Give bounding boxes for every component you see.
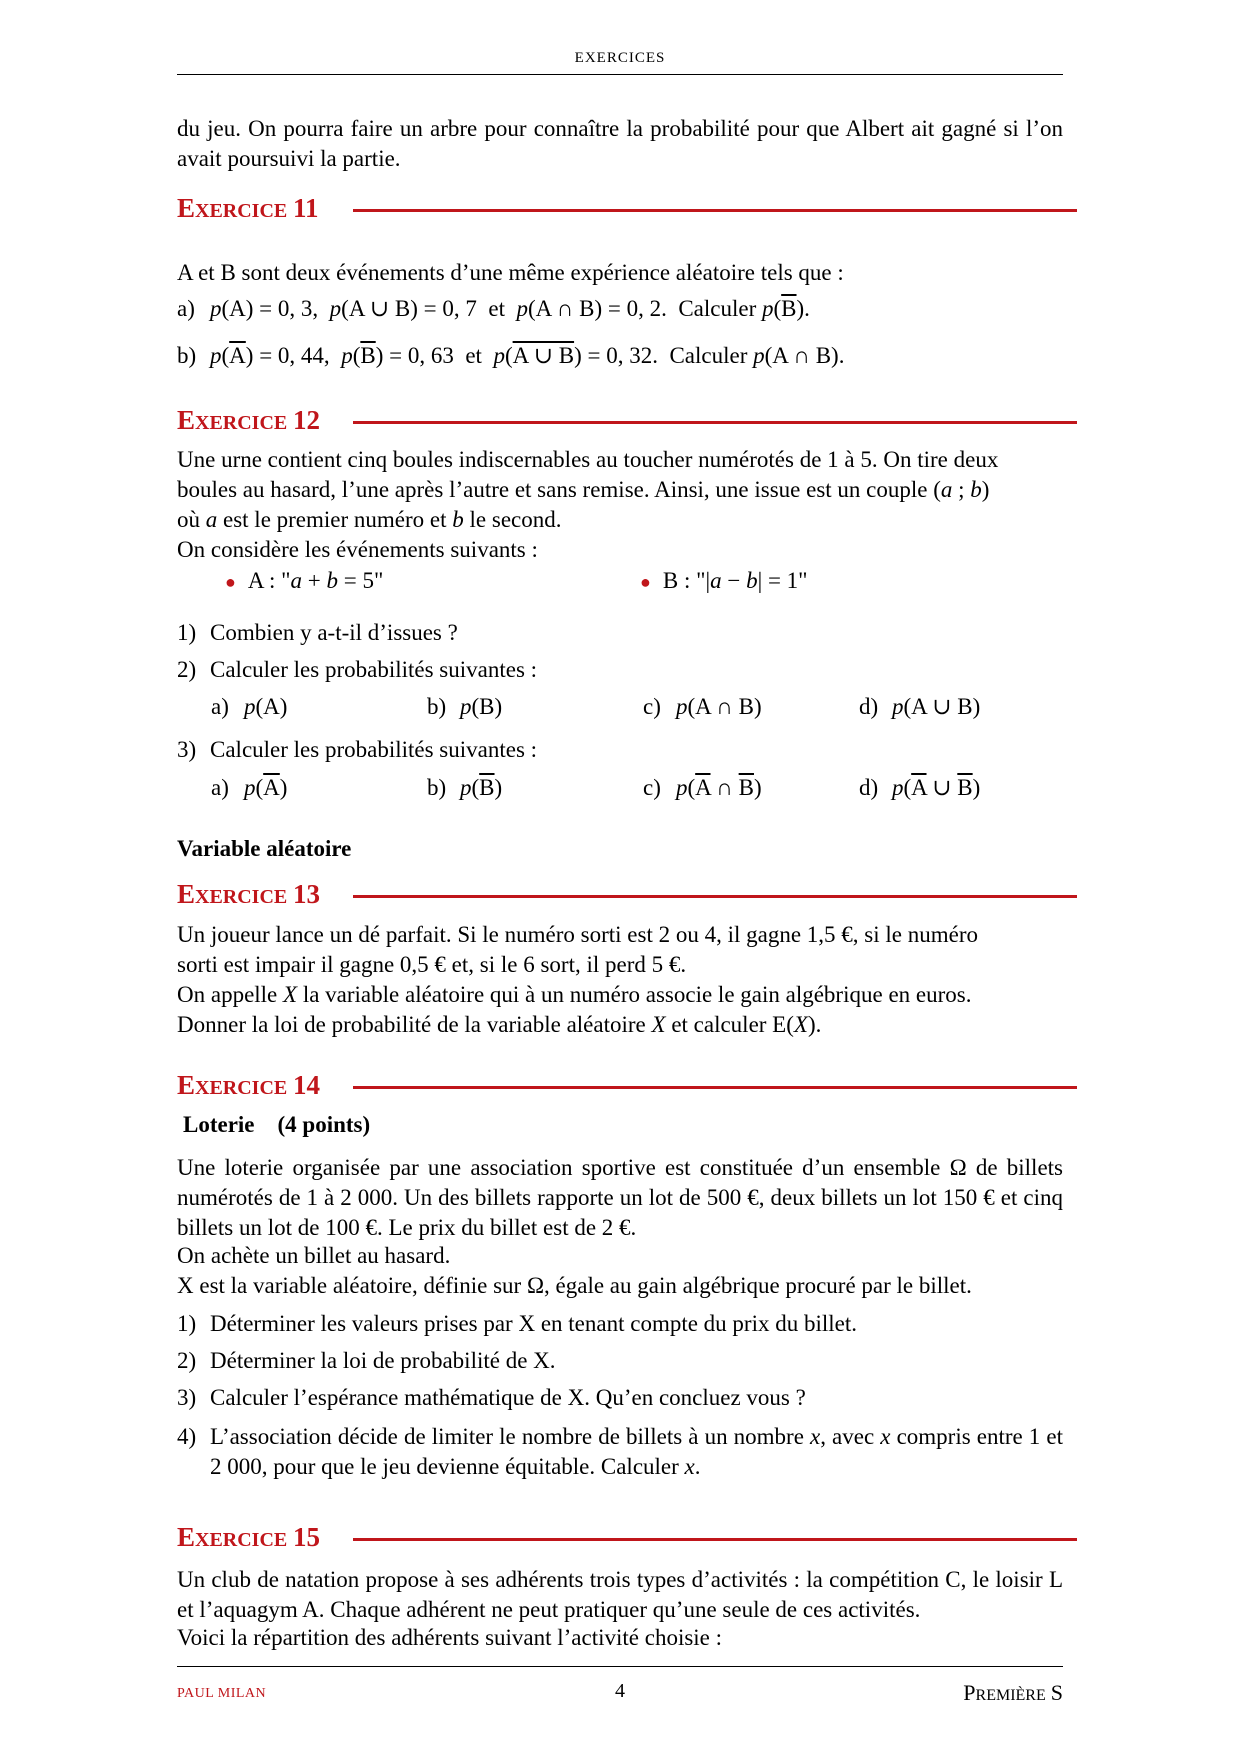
exercise-14-heading xyxy=(177,1070,1077,1104)
page-header: EXERCICES xyxy=(574,50,666,66)
exercise-12-line-1: Une urne contient cinq boules indiscernables au toucher numérotés de 1 à 5. On tire deux xyxy=(177,447,999,472)
exercise-11-question-a: a) p(A) = 0, 3, p(A ∪ B) = 0, 7 et p(A ∩ B) = 0, 2. Calculer $p(\overline{B})$. xyxy=(177,296,810,321)
exercise-12-q2-c: c) p(A ∩ B) xyxy=(643,694,762,719)
header-rule xyxy=(177,74,1063,75)
exercise-12-heading xyxy=(177,405,1077,439)
exercise-12-line-3: où a est le premier numéro et b le second. xyxy=(177,507,562,532)
exercise-14-q1: 1) Déterminer les valeurs prises par X en tenant compte du prix du billet. xyxy=(177,1311,857,1336)
exercise-14-q3: 3) Calculer l’espérance mathématique de X. Qu’en concluez vous ? xyxy=(177,1385,806,1410)
exercise-12-q2-b: b) p(B) xyxy=(427,694,503,719)
exercise-12-q3-c: c) $p(\overline{A}$ ∩ $\overline{B}$) xyxy=(643,775,762,800)
exercise-14-paragraph-2: On achète un billet au hasard. xyxy=(177,1243,451,1268)
exercise-11-question-b: b) $p(\overline{A}) = 0$, 44, $p(\overline{B}) = 0$, 63 et p(A ∪ B) = 0, 32. Calculer p(A ∩ B). xyxy=(177,343,845,368)
exercise-12-line-4: On considère les événements suivants : xyxy=(177,537,538,562)
exercise-11-title: EXERCICE 11 xyxy=(177,193,319,223)
exercise-12-q2-d: d) p(A ∪ B) xyxy=(859,694,981,719)
exercise-13-rule xyxy=(353,895,1077,898)
footer-rule xyxy=(177,1666,1063,1667)
exercise-14-paragraph-1: Une loterie organisée par une association sportive est constituée d’un ensemble Ω de billets numérotés de 1 à 2 000. Un des billets rapporte un lot de 500 €, deux billets un lot 150 € et cinq billets un lot de 100 €. Le prix du billet est de 2 €. xyxy=(177,1155,1063,1240)
exercise-14-paragraph-3: X est la variable aléatoire, définie sur Ω, égale au gain algébrique procuré par le billet. xyxy=(177,1273,972,1298)
exercise-14-q2: 2) Déterminer la loi de probabilité de X. xyxy=(177,1348,556,1373)
exercise-13-line-4: Donner la loi de probabilité de la variable aléatoire X et calculer E(X). xyxy=(177,1012,822,1037)
intro-paragraph: du jeu. On pourra faire un arbre pour connaître la probabilité pour que Albert ait gagné si l’on avait poursuivi la partie. xyxy=(177,116,1063,171)
exercise-13-line-3: On appelle X la variable aléatoire qui à un numéro associe le gain algébrique en euros. xyxy=(177,982,972,1007)
exercise-12-title: EXERCICE 12 xyxy=(177,405,321,435)
exercise-12-q3-b: b) $p(\overline{B})$ xyxy=(427,775,503,800)
footer-class: PREMIÈRE S xyxy=(963,1680,1063,1705)
exercise-12-q3-a: a) $p(\overline{A})$ xyxy=(211,775,288,800)
exercise-15-title: EXERCICE 15 xyxy=(177,1522,321,1552)
exercise-12-q1: 1) Combien y a-t-il d’issues ? xyxy=(177,620,458,645)
exercise-12-q3-d: d) $p(\overline{A}$ ∪ $\overline{B}$) xyxy=(859,775,981,800)
section-title: Variable aléatoire xyxy=(177,836,352,861)
exercise-12-q2: 2) Calculer les probabilités suivantes : xyxy=(177,657,538,682)
bullet-icon: ● xyxy=(640,572,651,592)
exercise-11-heading xyxy=(177,193,1077,227)
exercise-12-q2-a: a) p(A) xyxy=(211,694,288,719)
exercise-13-line-1: Un joueur lance un dé parfait. Si le numéro sorti est 2 ou 4, il gagne 1,5 €, si le numéro xyxy=(177,922,978,947)
bullet-icon: ● xyxy=(225,572,236,592)
exercise-12-rule xyxy=(353,421,1077,424)
exercise-15-heading xyxy=(177,1522,1077,1556)
exercise-13-title: EXERCICE 13 xyxy=(177,879,321,909)
event-a: ● A : "a + b = 5" xyxy=(225,568,384,593)
event-b: ● B : "|a − b| = 1" xyxy=(640,568,808,593)
exercise-13-heading xyxy=(177,879,1077,913)
footer-author: PAUL MILAN xyxy=(177,1686,267,1701)
exercise-11-rule xyxy=(353,209,1077,212)
exercise-11-statement: A et B sont deux événements d’une même expérience aléatoire tels que : xyxy=(177,260,844,285)
exercise-12-line-2: boules au hasard, l’une après l’autre et sans remise. Ainsi, une issue est un couple (a ; b) xyxy=(177,477,990,502)
page-number: 4 xyxy=(615,1680,625,1702)
exercise-14-rule xyxy=(353,1086,1077,1089)
exercise-14-q4: 4) L’association décide de limiter le nombre de billets à un nombre x, avec x compris entre 1 et 2 000, pour que le jeu devienne équitable. Calculer x. xyxy=(177,1424,1063,1479)
exercise-15-rule xyxy=(353,1538,1077,1541)
exercise-14-subtitle: Loterie (4 points) xyxy=(183,1112,371,1137)
exercise-15-paragraph-2: Voici la répartition des adhérents suivant l’activité choisie : xyxy=(177,1625,723,1650)
exercise-12-q3: 3) Calculer les probabilités suivantes : xyxy=(177,737,538,762)
exercise-15-paragraph-1: Un club de natation propose à ses adhérents trois types d’activités : la compétition C, le loisir L et l’aquagym A. Chaque adhérent ne peut pratiquer qu’une seule de ces activités. xyxy=(177,1567,1063,1622)
exercise-14-title: EXERCICE 14 xyxy=(177,1070,321,1100)
exercise-13-line-2: sorti est impair il gagne 0,5 € et, si le 6 sort, il perd 5 €. xyxy=(177,952,687,977)
